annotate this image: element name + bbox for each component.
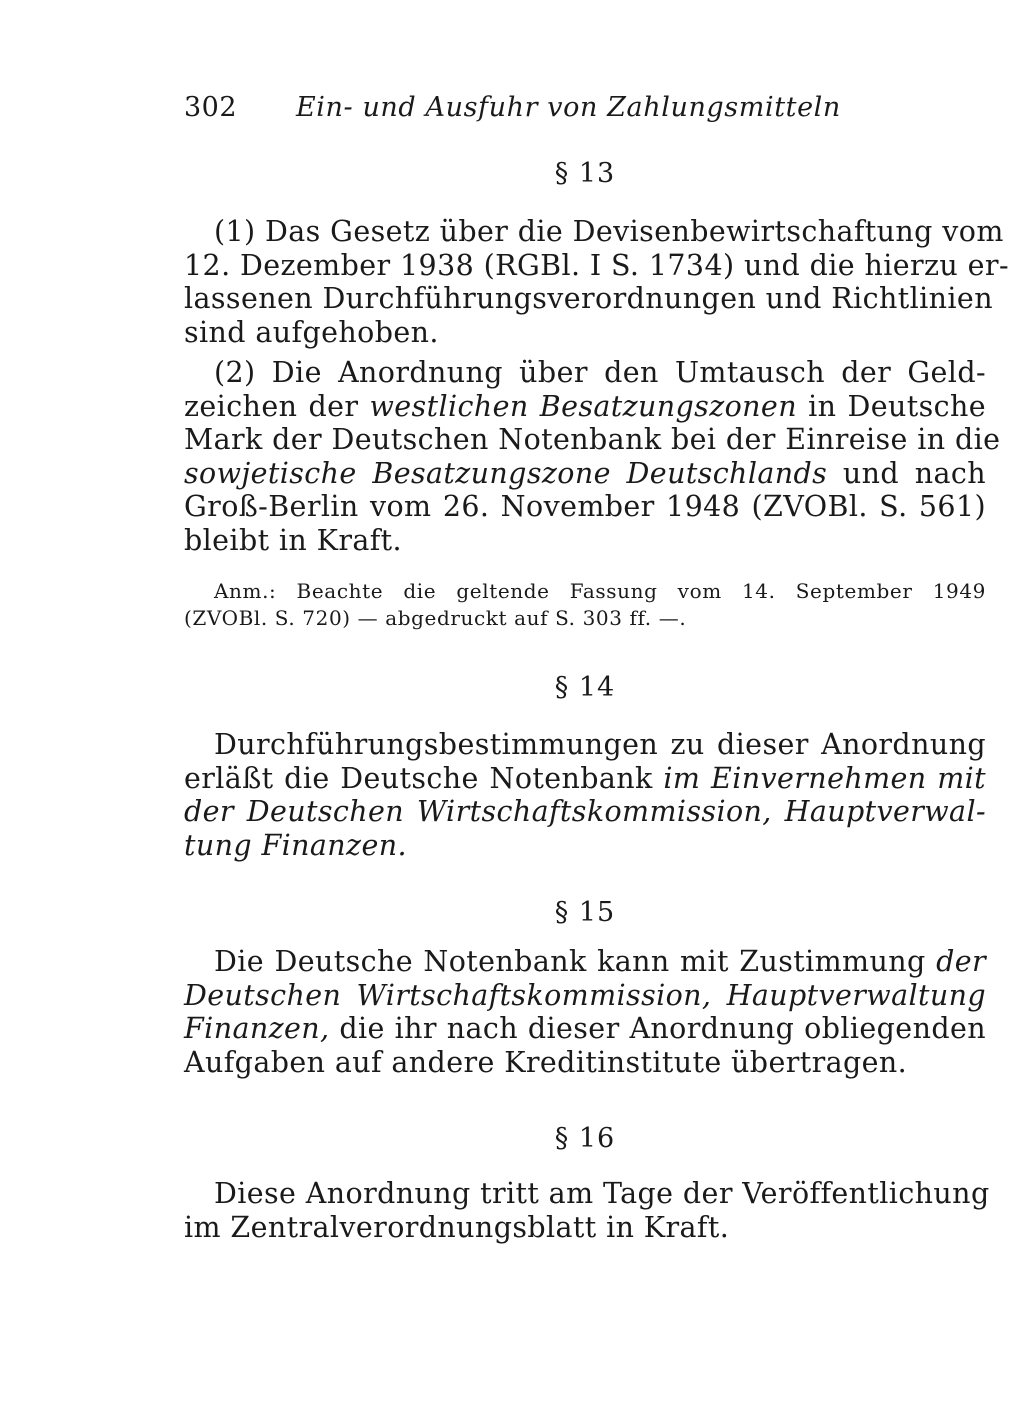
running-title: Ein- und Ausfuhr von Zahlungsmitteln [296, 92, 841, 123]
paragraph-line: Mark der Deutschen Notenbank bei der Einreise in die [184, 423, 1001, 456]
text-run: Die Deutsche Notenbank kann mit Zustimmung [214, 945, 937, 978]
note-line: Anm.: Beachte die geltende Fassung vom 14. September 1949 [214, 579, 986, 603]
paragraph-line [184, 390, 986, 424]
paragraph-line: Durchführungsbestimmungen zu dieser Anordnung [214, 728, 986, 761]
italic-run: westlichen Besatzungszonen [369, 389, 797, 423]
paragraph-line: Groß-Berlin vom 26. November 1948 (ZVOBl. S. 561) [184, 490, 986, 523]
italic-run: tung Finanzen. [184, 828, 407, 862]
paragraph-line [184, 795, 986, 829]
page-header [184, 92, 986, 132]
paragraph-line: sind aufgehoben. [184, 315, 439, 349]
paragraph-line: Diese Anordnung tritt am Tage der Veröffentlichung [214, 1177, 990, 1210]
text-run: in Deutsche [796, 389, 986, 423]
paragraph-line: lassenen Durchführungsverordnungen und Richtlinien [184, 282, 993, 315]
paragraph-line: im Zentralverordnungsblatt in Kraft. [184, 1210, 730, 1244]
annotation-note [184, 578, 986, 632]
paragraph-line: bleibt in Kraft. [184, 523, 402, 557]
section-13-heading: § 13 [554, 158, 616, 189]
italic-run: sowjetische Besatzungszone Deutschlands [184, 456, 828, 490]
paragraph-line: (1) Das Gesetz über die Devisenbewirtschaftung vom [214, 215, 1004, 248]
paragraph-line [184, 979, 986, 1013]
section-13-paragraph-2 [184, 356, 1001, 557]
italic-run: der Deutschen Wirtschaftskommission, Hauptverwal- [184, 795, 986, 828]
text-run: die ihr nach dieser Anordnung obliegenden [329, 1012, 986, 1045]
paragraph-line: Aufgaben auf andere Kreditinstitute übertragen. [184, 1045, 908, 1079]
text-run: zeichen der [184, 389, 370, 423]
italic-run: Deutschen Wirtschaftskommission, Hauptverwaltung [184, 978, 986, 1012]
section-16-heading: § 16 [554, 1123, 616, 1154]
text-run: und nach [827, 456, 986, 490]
paragraph-line [184, 829, 986, 863]
paragraph-line: (2) Die Anordnung über den Umtausch der Geld- [214, 356, 986, 389]
italic-run: der [936, 945, 986, 978]
section-13-paragraph-1 [184, 215, 1009, 349]
paragraph-line [184, 1012, 986, 1046]
text-run: erläßt die Deutsche Notenbank [184, 761, 664, 795]
section-14-heading: § 14 [554, 672, 616, 703]
paragraph-line [184, 945, 986, 979]
page-number: 302 [184, 92, 238, 123]
paragraph-line [184, 457, 986, 491]
note-line: (ZVOBl. S. 720) — abgedruckt auf S. 303 ff. —. [184, 606, 687, 630]
section-15-heading: § 15 [554, 897, 616, 928]
section-15-paragraph [184, 945, 986, 1079]
italic-run: im Einvernehmen mit [663, 761, 987, 795]
section-14-paragraph [184, 728, 986, 862]
italic-run: Finanzen, [184, 1012, 330, 1045]
paragraph-line [184, 762, 986, 796]
paragraph-line: 12. Dezember 1938 (RGBl. I S. 1734) und die hierzu er- [184, 248, 1009, 282]
section-16-paragraph [184, 1177, 990, 1244]
